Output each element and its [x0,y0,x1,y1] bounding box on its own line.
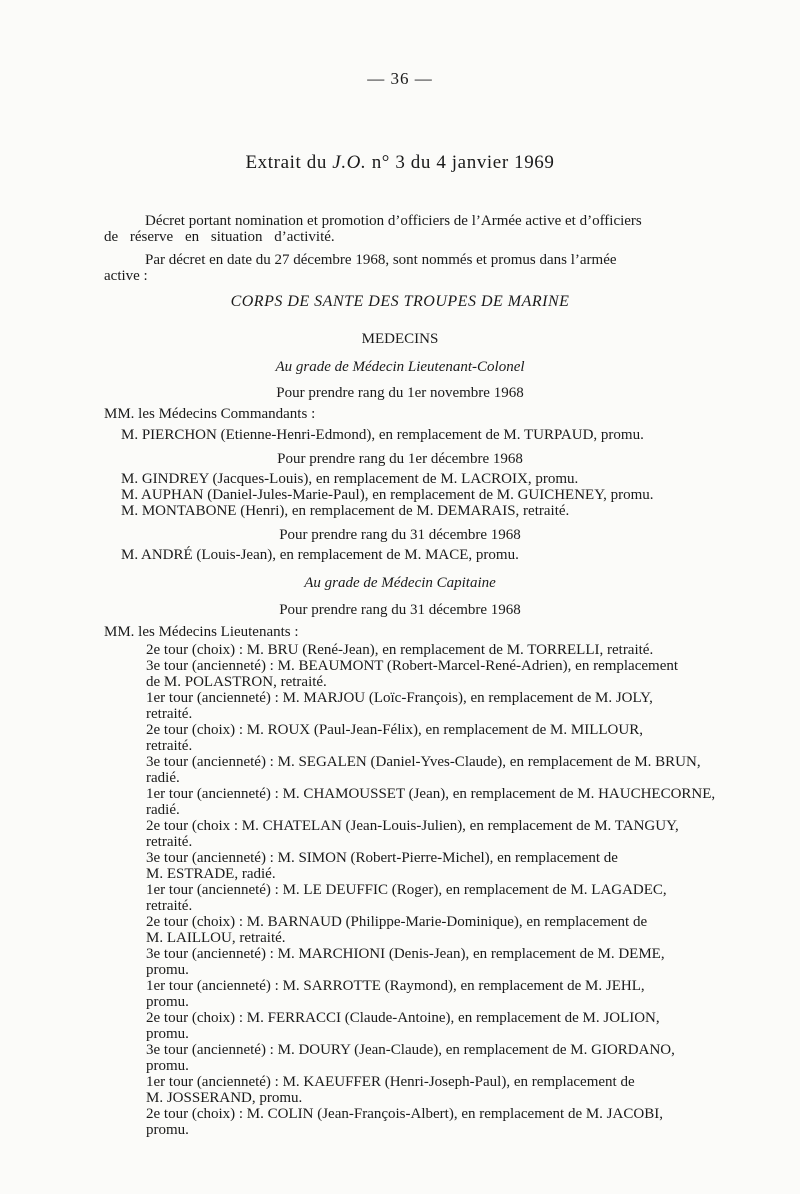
promotion-line: retraité. [146,706,193,722]
corps-heading: CORPS DE SANTE DES TROUPES DE MARINE [230,293,570,310]
promotion-line: retraité. [146,898,193,914]
promotion-line: 2e tour (choix) : M. BARNAUD (Philippe-Marie-Dominique), en remplacement de [146,914,648,930]
grade1-entry: M. AUPHAN (Daniel-Jules-Marie-Paul), en remplacement de M. GUICHENEY, promu. [121,487,654,503]
grade1-entry: M. ANDRÉ (Louis-Jean), en remplacement de M. MACE, promu. [121,547,519,563]
page-number: — 36 — [367,69,433,88]
promotion-line: radié. [146,770,180,786]
promotion-line: 2e tour (choix) : M. COLIN (Jean-François-Albert), en remplacement de M. JACOBI, [146,1106,663,1122]
grade1-intro: MM. les Médecins Commandants : [104,406,316,422]
promotion-line: M. LAILLOU, retraité. [146,930,286,946]
promotion-line: M. JOSSERAND, promu. [146,1090,303,1106]
promotion-line: promu. [146,1026,189,1042]
promotion-line: radié. [146,802,180,818]
promotion-line: promu. [146,994,189,1010]
grade1-rank2: Pour prendre rang du 1er décembre 1968 [277,451,523,467]
promotion-line: 3e tour (ancienneté) : M. BEAUMONT (Robert-Marcel-René-Adrien), en remplacement [146,658,679,674]
promotion-line: 1er tour (ancienneté) : M. CHAMOUSSET (Jean), en remplacement de M. HAUCHECORNE, [146,786,716,802]
promotion-line: 3e tour (ancienneté) : M. SEGALEN (Daniel-Yves-Claude), en remplacement de M. BRUN, [146,754,701,770]
grade1-heading: Au grade de Médecin Lieutenant-Colonel [275,359,525,375]
promotion-line: 3e tour (ancienneté) : M. MARCHIONI (Denis-Jean), en remplacement de M. DEME, [146,946,665,962]
promotion-line: promu. [146,1058,189,1074]
promotion-line: 1er tour (ancienneté) : M. MARJOU (Loïc-François), en remplacement de M. JOLY, [146,690,653,706]
title-rest: n° 3 du 4 janvier 1969 [371,152,555,173]
title-journal: J.O. [332,152,367,173]
promotion-line: retraité. [146,834,193,850]
section-heading: MEDECINS [361,331,439,347]
promotion-line: 2e tour (choix) : M. BRU (René-Jean), en remplacement de M. TORRELLI, retraité. [146,642,654,658]
grade2-rank: Pour prendre rang du 31 décembre 1968 [279,602,521,618]
title-prefix: Extrait du [245,152,327,173]
promotion-line: 1er tour (ancienneté) : M. KAEUFFER (Henri-Joseph-Paul), en remplacement de [146,1074,635,1090]
promotion-line: 2e tour (choix : M. CHATELAN (Jean-Louis-Julien), en remplacement de M. TANGUY, [146,818,679,834]
grade2-intro: MM. les Médecins Lieutenants : [104,624,299,640]
grade1-rank1: Pour prendre rang du 1er novembre 1968 [276,385,524,401]
decree-line-2: de réserve en situation d’activité. [104,229,335,245]
grade1-entry: M. GINDREY (Jacques-Louis), en remplacement de M. LACROIX, promu. [121,471,579,487]
promotion-line: promu. [146,962,189,978]
grade1-rank3: Pour prendre rang du 31 décembre 1968 [279,527,521,543]
promotion-line: 3e tour (ancienneté) : M. SIMON (Robert-Pierre-Michel), en remplacement de [146,850,618,866]
promotion-line: 2e tour (choix) : M. FERRACCI (Claude-Antoine), en remplacement de M. JOLION, [146,1010,660,1026]
promotion-line: 1er tour (ancienneté) : M. SARROTTE (Raymond), en remplacement de M. JEHL, [146,978,645,994]
promotion-line: M. ESTRADE, radié. [146,866,276,882]
grade2-heading: Au grade de Médecin Capitaine [304,575,496,591]
promotion-line: promu. [146,1122,189,1138]
grade1-entry: M. MONTABONE (Henri), en remplacement de M. DEMARAIS, retraité. [121,503,570,519]
grade1-entry: M. PIERCHON (Etienne-Henri-Edmond), en remplacement de M. TURPAUD, promu. [121,427,644,443]
promotion-line: 1er tour (ancienneté) : M. LE DEUFFIC (Roger), en remplacement de M. LAGADEC, [146,882,667,898]
document-title [0,152,800,173]
promotion-line: retraité. [146,738,193,754]
decree-line-1: Décret portant nomination et promotion d’officiers de l’Armée active et d’officiers [145,213,642,229]
promotion-line: de M. POLASTRON, retraité. [146,674,327,690]
decree-line-3: Par décret en date du 27 décembre 1968, sont nommés et promus dans l’armée [145,252,617,268]
promotion-line: 3e tour (ancienneté) : M. DOURY (Jean-Claude), en remplacement de M. GIORDANO, [146,1042,675,1058]
promotion-line: 2e tour (choix) : M. ROUX (Paul-Jean-Félix), en remplacement de M. MILLOUR, [146,722,643,738]
decree-line-4: active : [104,268,148,284]
